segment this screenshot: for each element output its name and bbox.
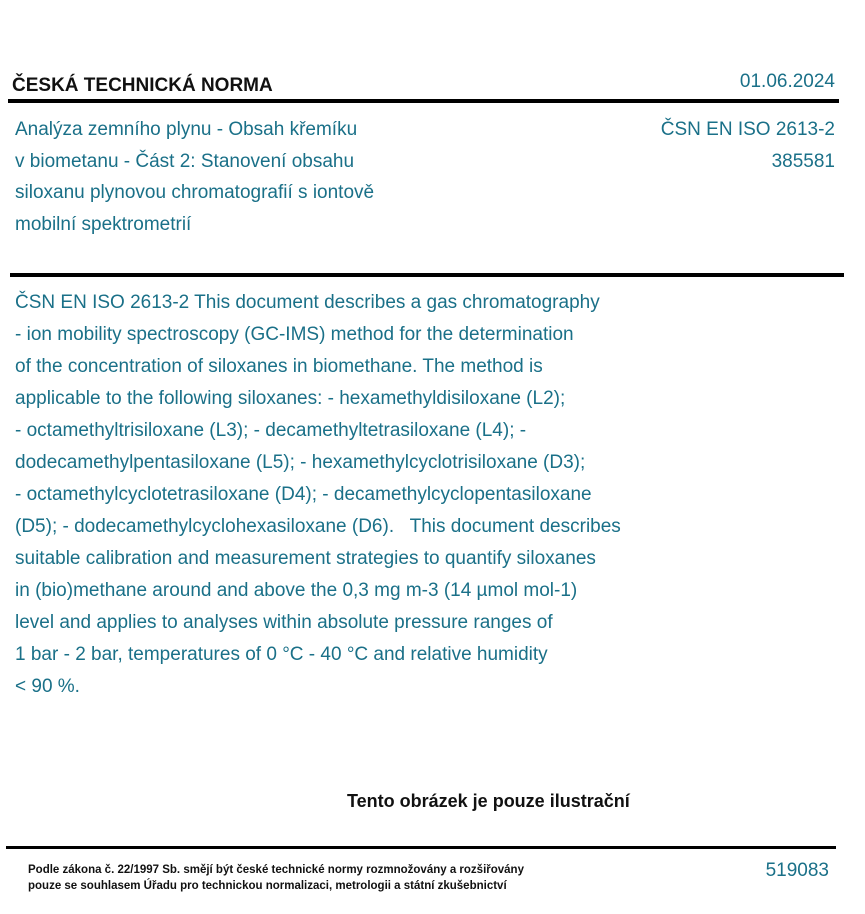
abstract-line: 1 bar - 2 bar, temperatures of 0 °C - 40 °C and relative humidity — [15, 644, 548, 665]
abstract-line: (D5); - dodecamethylcyclohexasiloxane (D6). This document describes — [15, 516, 621, 537]
abstract-line: level and applies to analyses within absolute pressure ranges of — [15, 612, 553, 633]
abstract-line: of the concentration of siloxanes in biomethane. The method is — [15, 356, 543, 377]
abstract-line: in (bio)methane around and above the 0,3 mg m-3 (14 µmol mol-1) — [15, 580, 578, 601]
abstract-line: - octamethyltrisiloxane (L3); - decamethyltetrasiloxane (L4); - — [15, 420, 527, 441]
standard-code: ČSN EN ISO 2613-2 — [660, 119, 835, 140]
header-divider — [8, 99, 839, 103]
abstract-line: - ion mobility spectroscopy (GC-IMS) method for the determination — [15, 324, 574, 345]
abstract-line: dodecamethylpentasiloxane (L5); - hexamethylcyclotrisiloxane (D3); — [15, 452, 586, 473]
abstract-line: - octamethylcyclotetrasiloxane (D4); - decamethylcyclopentasiloxane — [15, 484, 592, 505]
abstract — [15, 287, 715, 703]
footer-law-notice — [28, 862, 524, 894]
illustrative-note: Tento obrázek je pouze ilustrační — [347, 791, 630, 811]
footer-law-line: pouze se souhlasem Úřadu pro technickou normalizaci, metrologii a státní zkušebnictví — [28, 880, 507, 892]
standard-title-line: mobilní spektrometrií — [15, 213, 192, 235]
standard-title-line: siloxanu plynovou chromatografií s iontově — [15, 182, 375, 203]
abstract-line: applicable to the following siloxanes: - hexamethyldisiloxane (L2); — [15, 388, 566, 409]
footer-law-line: Podle zákona č. 22/1997 Sb. smějí být české technické normy rozmnožovány a rozšiřovány — [28, 864, 524, 876]
abstract-line: suitable calibration and measurement strategies to quantify siloxanes — [15, 548, 596, 569]
abstract-line: < 90 %. — [15, 676, 80, 697]
footer-divider — [6, 846, 836, 849]
standard-title-line: Analýza zemního plynu - Obsah křemíku — [15, 119, 358, 140]
standard-identifiers — [661, 114, 835, 177]
abstract-line: ČSN EN ISO 2613-2 This document describes a gas chromatography — [15, 292, 600, 313]
header-title: ČESKÁ TECHNICKÁ NORMA — [12, 75, 273, 96]
section-divider — [10, 273, 844, 277]
document-number: 519083 — [765, 860, 829, 881]
header-date: 01.06.2024 — [739, 71, 835, 92]
standard-class-number: 385581 — [771, 150, 835, 172]
standard-title — [15, 114, 445, 240]
standard-title-line: v biometanu - Část 2: Stanovení obsahu — [15, 150, 355, 172]
